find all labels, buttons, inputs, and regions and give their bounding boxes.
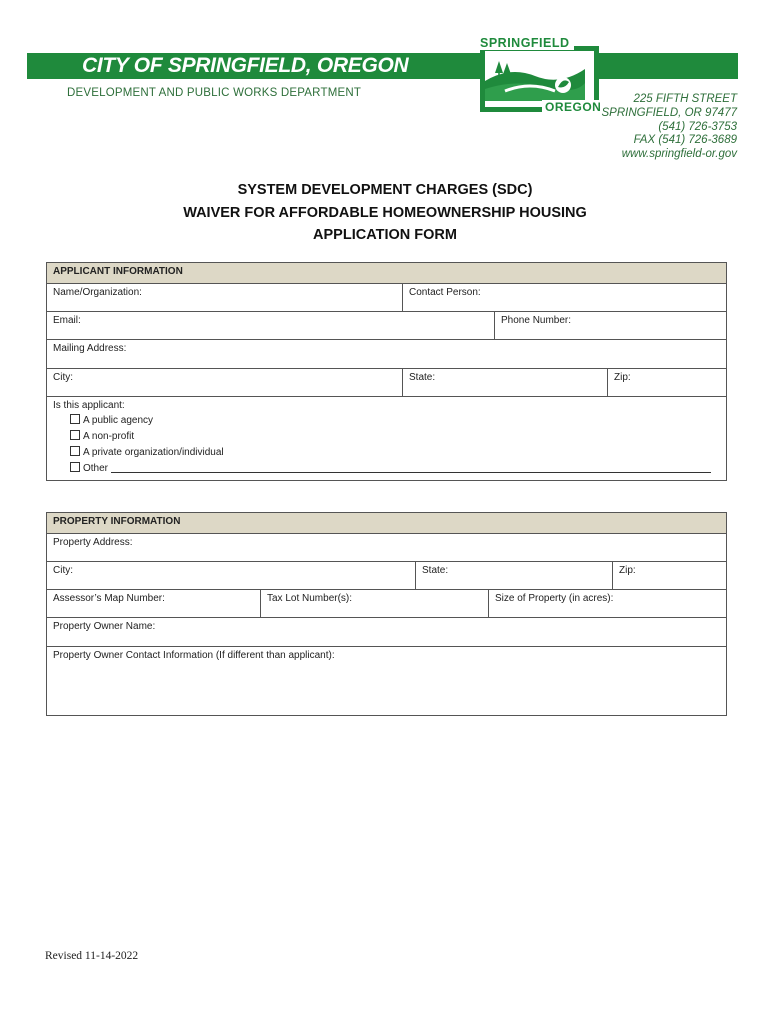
applicant-city-label: City: <box>53 372 73 383</box>
property-size-field[interactable] <box>489 590 727 618</box>
applicant-section-heading: APPLICANT INFORMATION <box>47 263 727 284</box>
property-info-table <box>46 512 727 716</box>
property-city-field[interactable] <box>47 562 416 590</box>
checkbox-icon[interactable] <box>70 430 80 440</box>
checkbox-icon[interactable] <box>70 414 80 424</box>
phone-number-label: Phone Number: <box>501 315 572 326</box>
assessor-map-label: Assessor’s Map Number: <box>53 593 165 604</box>
phone-number-field[interactable] <box>495 312 727 340</box>
property-owner-name-field[interactable] <box>47 618 727 647</box>
property-owner-contact-field[interactable] <box>47 647 727 716</box>
property-city-label: City: <box>53 565 73 576</box>
property-zip-label: Zip: <box>619 565 636 576</box>
applicant-zip-field[interactable] <box>608 369 727 397</box>
option-label: A private organization/individual <box>83 447 224 458</box>
website-link[interactable]: www.springfield-or.gov <box>621 148 737 161</box>
contact-address-block <box>602 93 738 162</box>
property-address-label: Property Address: <box>53 537 133 548</box>
department-name: DEVELOPMENT AND PUBLIC WORKS DEPARTMENT <box>67 87 362 99</box>
phone-number: (541) 726-3753 <box>658 120 737 133</box>
option-public-agency[interactable] <box>53 413 720 429</box>
checkbox-icon[interactable] <box>70 462 80 472</box>
city-title: CITY OF SPRINGFIELD, OREGON <box>82 54 409 77</box>
form-title <box>0 179 770 247</box>
option-non-profit[interactable] <box>53 429 720 445</box>
address-city: SPRINGFIELD, OR 97477 <box>601 106 737 119</box>
tax-lot-label: Tax Lot Number(s): <box>267 593 353 604</box>
applicant-city-field[interactable] <box>47 369 403 397</box>
applicant-type-question: Is this applicant: <box>53 400 125 411</box>
property-address-field[interactable] <box>47 534 727 562</box>
option-label: A non-profit <box>83 431 135 442</box>
property-section-heading: PROPERTY INFORMATION <box>47 513 727 534</box>
address-street: 225 FIFTH STREET <box>633 93 737 105</box>
fax-number: FAX (541) 726-3689 <box>633 134 737 147</box>
form-title-line-3: APPLICATION FORM <box>313 227 457 243</box>
contact-person-label: Contact Person: <box>409 287 481 298</box>
other-specify-line[interactable] <box>111 463 711 473</box>
property-owner-name-label: Property Owner Name: <box>53 621 156 632</box>
applicant-zip-label: Zip: <box>614 372 631 383</box>
form-title-line-1: SYSTEM DEVELOPMENT CHARGES (SDC) <box>237 182 533 198</box>
property-owner-contact-label: Property Owner Contact Information (If different than applicant): <box>53 650 335 661</box>
assessor-map-field[interactable] <box>47 590 261 618</box>
logo-wordmark-top: SPRINGFIELD <box>476 36 574 50</box>
property-state-field[interactable] <box>416 562 613 590</box>
mailing-address-label: Mailing Address: <box>53 343 127 354</box>
name-organization-label: Name/Organization: <box>53 287 142 298</box>
applicant-state-label: State: <box>409 372 436 383</box>
contact-person-field[interactable] <box>403 284 727 312</box>
option-label: A public agency <box>83 415 154 426</box>
property-size-label: Size of Property (in acres): <box>495 593 614 604</box>
option-private-organization[interactable] <box>53 445 720 461</box>
revision-date: Revised 11-14-2022 <box>45 950 139 962</box>
mailing-address-field[interactable] <box>47 340 727 369</box>
option-other[interactable] <box>53 461 720 477</box>
email-field[interactable] <box>47 312 495 340</box>
property-state-label: State: <box>422 565 449 576</box>
form-title-line-2: WAIVER FOR AFFORDABLE HOMEOWNERSHIP HOUSING <box>183 204 587 221</box>
checkbox-icon[interactable] <box>70 446 80 456</box>
applicant-state-field[interactable] <box>403 369 608 397</box>
applicant-type-cell <box>47 397 727 481</box>
springfield-logo <box>472 36 602 116</box>
property-zip-field[interactable] <box>613 562 727 590</box>
tax-lot-field[interactable] <box>261 590 489 618</box>
logo-landscape-icon <box>485 51 585 101</box>
name-organization-field[interactable] <box>47 284 403 312</box>
applicant-info-table <box>46 262 727 481</box>
logo-wordmark-bottom: OREGON <box>542 100 604 114</box>
applicant-type-options <box>53 413 720 477</box>
option-label: Other <box>83 463 109 474</box>
email-label: Email: <box>53 315 81 326</box>
